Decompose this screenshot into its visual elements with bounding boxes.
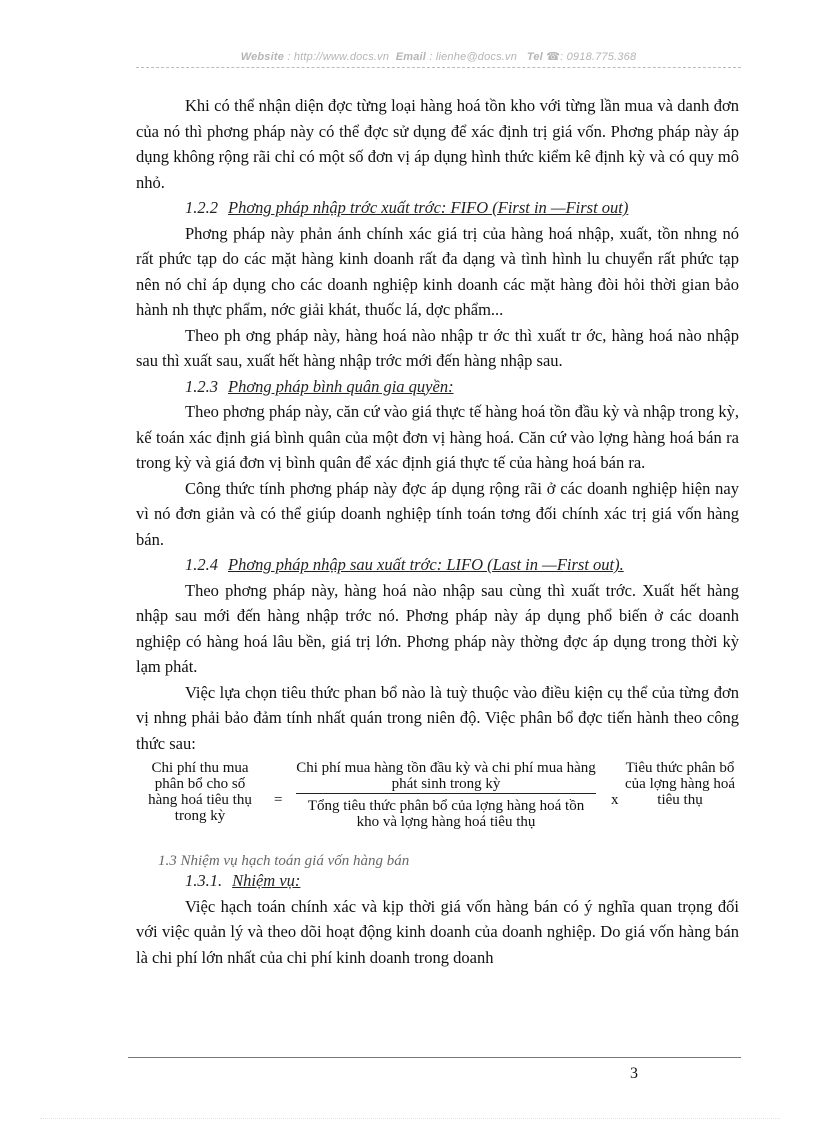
formula-denominator: Tổng tiêu thức phân bổ của lợng hàng hoá tồn kho và lợng hàng hoá tiêu thụ [307, 798, 585, 830]
heading-fifo [136, 195, 739, 221]
page-bottom-border [40, 1118, 780, 1119]
paragraph-allocation: Việc lựa chọn tiêu thức phan bổ nào là tuỳ thuộc vào điều kiện cụ thể của từng đơn vị nhng phải bảo đảm tính nhất quán trong niên độ. Việc phân bổ đợc tiến hành theo công thức sau: [136, 682, 739, 753]
page-header [136, 50, 741, 63]
paragraph-weighted-average-usage: Công thức tính phơng pháp này đợc áp dụng rộng rãi ở các doanh nghiệp hiện nay vì nó đơn giản và có thể giúp doanh nghiệp tính toán tơng đối chính xác trị giá vốn hàng bán. [136, 478, 739, 549]
formula-right-term: Tiêu thức phân bổ của lợng hàng hoá tiêu thụ [625, 760, 735, 808]
paragraph-identification: Khi có thể nhận diện đợc từng loại hàng hoá tồn kho với từng lần mua và danh đơn của nó thì phơng pháp này có thể đợc sử dụng để xác định trị giá vốn. Phơng pháp này áp dụng không rộng rãi chỉ có một số đơn vị áp dụng hình thức kiểm kê định kỳ và có quy mô nhỏ. [136, 96, 739, 192]
heading-tasks [136, 868, 739, 894]
formula-multiply-sign: x [611, 792, 619, 808]
heading-number: 1.2.3 [185, 376, 218, 396]
allocation-formula [136, 760, 739, 854]
heading-number: 1.2.4 [185, 555, 218, 574]
paragraph-fifo-rule: Theo ph ơng pháp này, hàng hoá nào nhập tr ớc thì xuất tr ớc, hàng hoá nào nhập sau thì xuất sau, xuất hết hàng nhập trớc mới đến hàng nhập sau. [136, 325, 739, 370]
heading-title: Nhiệm vụ: [232, 871, 301, 890]
paragraph-lifo: Theo phơng pháp này, hàng hoá nào nhập sau cùng thì xuất trớc. Xuất hết hàng nhập sau mới đến hàng nhập trớc nó. Phơng pháp này áp dụng phổ biến ở các doanh nghiệp có hàng hoá lâu bền, giá trị lớn. Phơng pháp này thờng đợc áp dụng trong thời kỳ lạm phát. [136, 580, 739, 676]
clipped-section-heading: 1.3 Nhiệm vụ hạch toán giá vốn hàng bán [158, 854, 410, 868]
formula-fraction-bar [296, 793, 596, 794]
page-number: 3 [630, 1065, 638, 1082]
heading-title: Phơng pháp nhập sau xuất trớc: LIFO (Last in —First out). [228, 555, 624, 574]
heading-number: 1.3.1. [185, 871, 223, 890]
email-label: Email [395, 51, 427, 63]
website-value: : http://www.docs.vn [287, 51, 390, 63]
heading-number: 1.2.2 [185, 198, 218, 217]
paragraph-tasks: Việc hạch toán chính xác và kịp thời giá vốn hàng bán có ý nghĩa quan trọng đối với việc quản lý và theo dõi hoạt động kinh doanh của doanh nghiệp. Do giá vốn hàng bán là chi phí lớn nhất của chi phí kinh doanh trong doanh [136, 896, 739, 967]
document-body [136, 93, 739, 970]
heading-lifo [136, 552, 739, 578]
paragraph-weighted-average: Theo phơng pháp này, căn cứ vào giá thực tế hàng hoá tồn đầu kỳ và nhập trong kỳ, kế toán xác định giá bình quân của một đơn vị hàng hoá. Căn cứ vào lợng hàng hoá bán ra trong kỳ và giá đơn vị bình quân để xác định giá thực tế của hàng hoá bán ra. [136, 402, 739, 472]
footer-divider [128, 1057, 741, 1058]
tel-label: Tel [526, 51, 543, 63]
formula-numerator: Chi phí mua hàng tồn đầu kỳ và chi phí mua hàng phát sinh trong kỳ [296, 760, 596, 792]
heading-weighted-average [136, 374, 739, 400]
email-value: : lienhe@docs.vn [429, 51, 518, 63]
website-label: Website [240, 51, 285, 63]
heading-title: Phơng pháp nhập trớc xuất trớc: FIFO (First in —First out) [228, 198, 629, 217]
paragraph-fifo-description: Phơng pháp này phản ánh chính xác giá trị của hàng hoá nhập, xuất, tồn nhng nó rất phức tạp do các mặt hàng kinh doanh rất đa dạng và tình hình lu chuyển rất phức tạp nên nó chỉ áp dụng cho các doanh nghiệp kinh doanh các mặt hàng đòi hỏi thời gian bảo hành nh thực phẩm, nớc giải khát, thuốc lá, dợc phẩm... [136, 223, 739, 319]
tel-value: ☎: 0918.775.368 [546, 51, 637, 63]
formula-left-term: Chi phí thu mua phân bổ cho số hàng hoá tiêu thụ trong kỳ [148, 760, 252, 824]
heading-title: Phơng pháp bình quân gia quyền: [228, 376, 454, 396]
formula-equals-sign: = [274, 792, 283, 808]
header-divider [136, 67, 741, 68]
